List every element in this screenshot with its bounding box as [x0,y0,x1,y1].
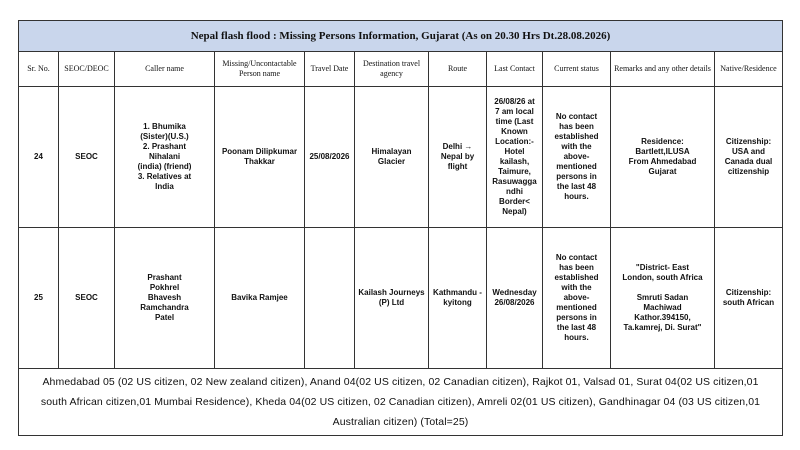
cell-agency: Himalayan Glacier [355,87,429,228]
cell-line: "District- East [635,263,690,272]
cell-line: 26/08/2026 [494,298,535,307]
cell-seoc: SEOC [59,228,115,369]
cell-line: Kathor.394150, [634,313,691,322]
cell-sr-no: 24 [19,87,59,228]
missing-persons-table [18,20,783,436]
summary-row [19,369,783,436]
cell-line: Smruti Sadan [636,293,689,302]
cell-current-status [543,87,611,228]
header-route: Route [429,52,487,87]
cell-line: Ramchandra [140,303,189,312]
cell-line: citizenship [727,167,770,176]
cell-line: USA and [731,147,766,156]
table-row [19,228,783,369]
table-row [19,87,783,228]
cell-route: Kathmandu - kyitong [429,228,487,369]
cell-seoc: SEOC [59,87,115,228]
header-remarks: Remarks and any other details [611,52,715,87]
cell-last-contact [487,228,543,369]
cell-line: No contact [555,112,598,121]
cell-line: Ta.kamrej, Di. Surat" [623,323,702,332]
cell-route: Delhi → Nepal by flight [429,87,487,228]
cell-agency: Kailash Journeys (P) Ltd [355,228,429,369]
header-seoc-deoc: SEOC/DEOC [59,52,115,87]
cell-line: mentioned [556,162,597,171]
district-summary: Ahmedabad 05 (02 US citizen, 02 New zealand citizen), Anand 04(02 US citizen, 02 Canadian citizen), Rajkot 01, Valsad 01, Surat 04(02 US citizen,01 south African citizen,01 Mumbai Residence), Kheda 04(02 US citizen, 02 Canadian citizen), Amreli 02(01 US citizen), Gandhinagar 04 (03 US citizen,01 Australian citizen) (Total=25) [19,369,783,436]
cell-line: From Ahmedabad [628,157,697,166]
cell-line: hours. [564,192,589,201]
cell-line: ndhi [506,187,523,196]
cell-sr-no: 25 [19,228,59,369]
cell-line: London, south Africa [622,273,703,282]
cell-line: south African [722,298,775,307]
cell-line: the last 48 [556,323,597,332]
cell-line: established [554,273,599,282]
cell-line: Gujarat [648,167,677,176]
cell-line: Nihalani [148,152,181,161]
header-native-residence: Native/Residence [715,52,783,87]
cell-line: Citizenship: [725,288,772,297]
cell-line: 1. Bhumika [143,122,186,131]
header-agency: Destination travel agency [355,52,429,87]
header-missing-person: Missing/Uncontactable Person name [215,52,305,87]
cell-line: above- [563,293,590,302]
cell-line: kailash, [499,157,530,166]
cell-line: Pokhrel [149,283,180,292]
cell-line: Rasuwagga [492,177,537,186]
cell-line: persons in [556,172,597,181]
cell-remarks [611,228,715,369]
cell-last-contact [487,87,543,228]
table-title: Nepal flash flood : Missing Persons Information, Gujarat (As on 20.30 Hrs Dt.28.08.2026) [19,21,783,52]
header-current-status: Current status [543,52,611,87]
cell-line: (Sister)(U.S.) [140,132,189,141]
cell-line: the last 48 [556,182,597,191]
cell-line: has been [559,263,594,272]
cell-caller-name [115,87,215,228]
cell-line: Taimure, [498,167,531,176]
cell-caller-name [115,228,215,369]
cell-line: 7 am local [495,107,534,116]
cell-current-status [543,228,611,369]
cell-missing-person: Bavika Ramjee [215,228,305,369]
cell-travel-date: 25/08/2026 [305,87,355,228]
cell-remarks [611,87,715,228]
cell-line: Patel [154,313,175,322]
cell-line: above- [563,152,590,161]
cell-line: Canada dual [724,157,773,166]
cell-line: Known [501,127,528,136]
cell-line [613,283,712,293]
cell-line: Bartlett,ILUSA [635,147,690,156]
cell-line: 26/08/26 at [494,97,535,106]
cell-line: Residence: [641,137,684,146]
cell-line: with the [561,142,592,151]
cell-line: (india) (friend) [137,162,192,171]
table-title-row [19,21,783,52]
cell-line: with the [561,283,592,292]
cell-line: Location:- [495,137,534,146]
cell-line: Nepal) [502,207,527,216]
cell-line: Citizenship: [725,137,772,146]
cell-native-residence [715,228,783,369]
cell-line: hours. [564,333,589,342]
cell-line: Wednesday [492,288,537,297]
cell-line: has been [559,122,594,131]
cell-line: Bhavesh [147,293,182,302]
cell-line: 2. Prashant [142,142,187,151]
cell-line: Hotel [504,147,525,156]
header-travel-date: Travel Date [305,52,355,87]
cell-line: time (Last [495,117,534,126]
cell-line: Border< [499,197,530,206]
cell-line: Machiwad [643,303,682,312]
cell-native-residence [715,87,783,228]
table-header-row [19,52,783,87]
cell-line: persons in [556,313,597,322]
header-last-contact: Last Contact [487,52,543,87]
cell-missing-person: Poonam Dilipkumar Thakkar [215,87,305,228]
cell-line: mentioned [556,303,597,312]
cell-line: Prashant [147,273,182,282]
cell-line: India [155,182,174,191]
header-caller-name: Caller name [115,52,215,87]
header-sr-no: Sr. No. [19,52,59,87]
cell-line: No contact [555,253,598,262]
cell-line: established [554,132,599,141]
cell-travel-date [305,228,355,369]
cell-line: 3. Relatives at [137,172,192,181]
